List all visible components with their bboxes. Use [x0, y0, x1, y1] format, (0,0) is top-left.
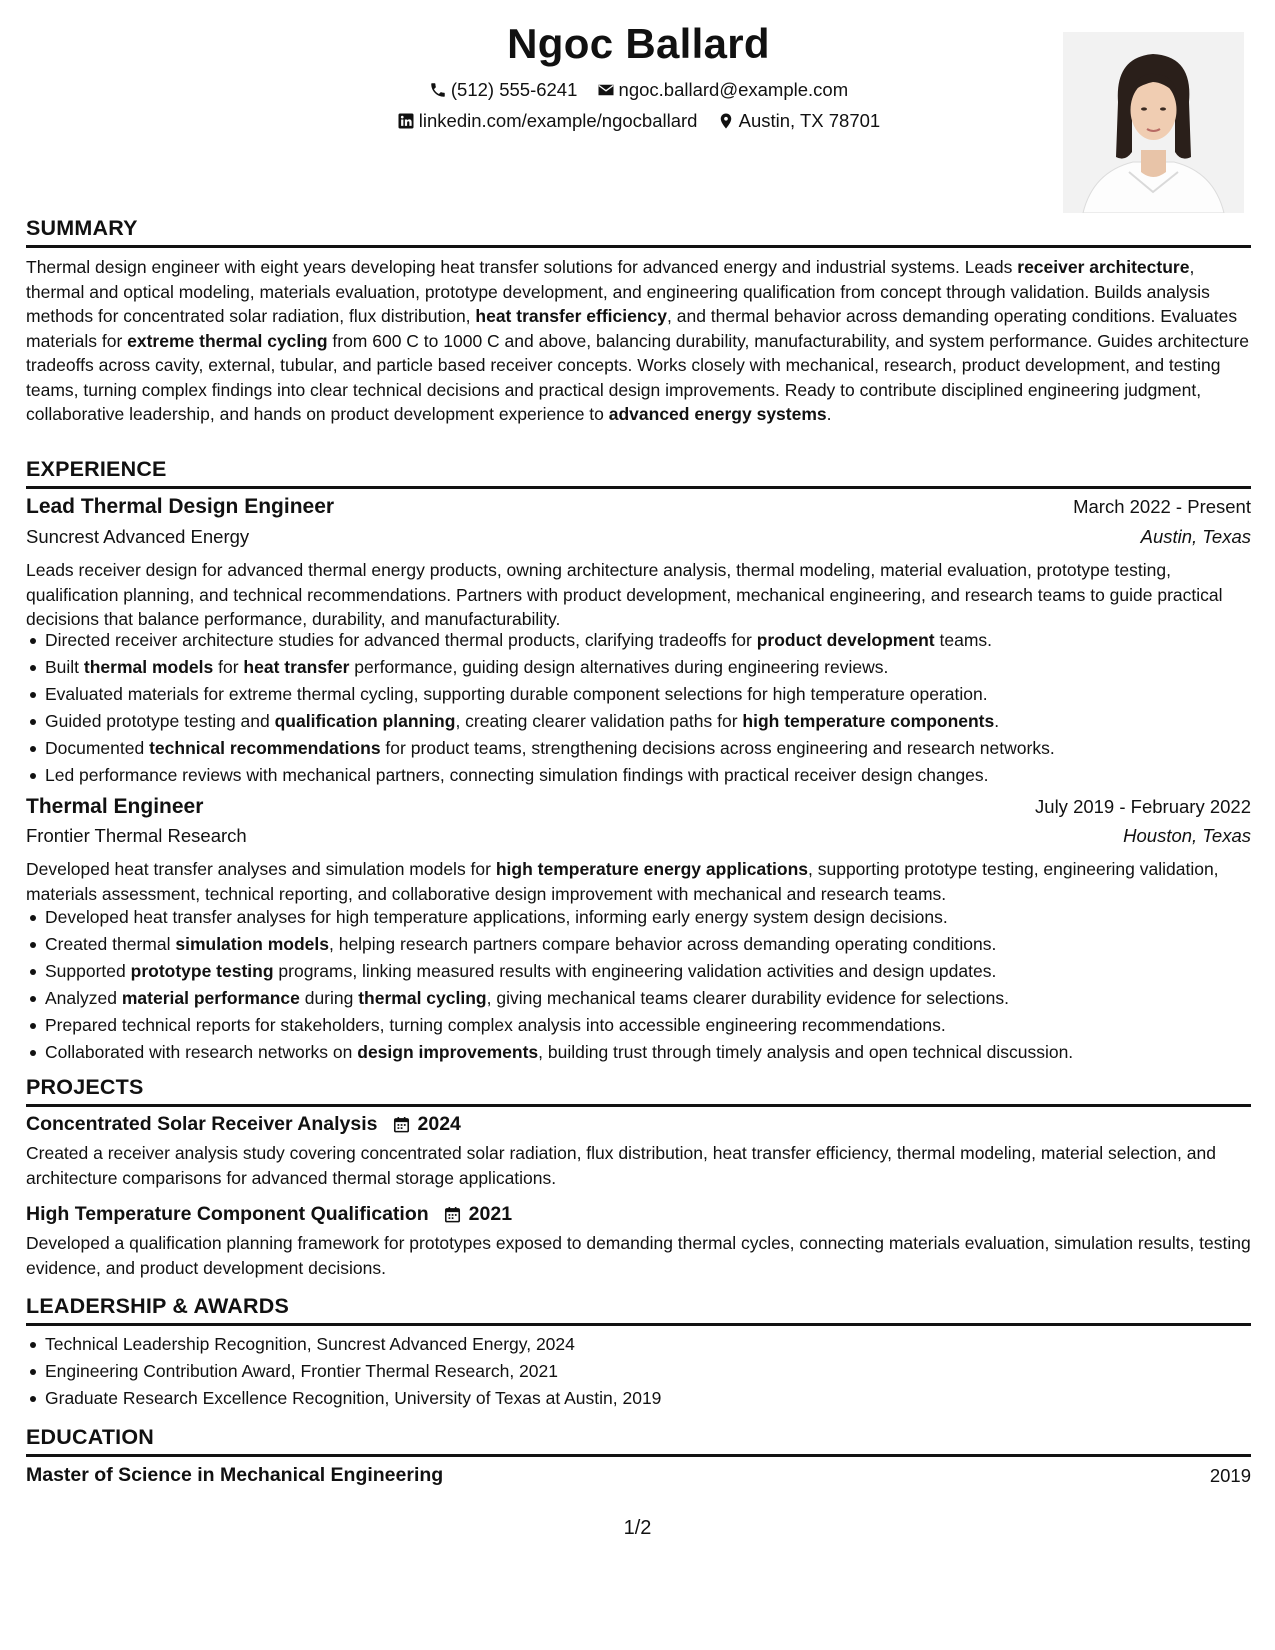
map-pin-icon — [717, 112, 735, 130]
envelope-icon — [597, 81, 615, 99]
project-description: Created a receiver analysis study covering concentrated solar radiation, flux distribution, heat transfer efficiency, thermal modeling, material selection, and architecture comparisons for advanced thermal storage applications. — [26, 1143, 1216, 1188]
bullet-item: Analyzed material performance during thermal cycling, giving mechanical teams clearer durability evidence for selections. — [26, 985, 1251, 1012]
bullet-item: Documented technical recommendations for product teams, strengthening decisions across engineering and research networks. — [26, 735, 1251, 762]
linkedin-text: linkedin.com/example/ngocballard — [418, 110, 698, 131]
resume-page — [26, 0, 1251, 1650]
phone-text: (512) 555-6241 — [450, 79, 578, 100]
location-contact — [717, 110, 881, 132]
summary-divider — [26, 245, 1251, 248]
education-degree: Master of Science in Mechanical Engineering — [26, 1464, 444, 1486]
education-year: 2019 — [1209, 1465, 1251, 1486]
calendar-icon — [392, 1115, 411, 1134]
phone-icon — [429, 81, 447, 99]
job-bullets — [26, 627, 1251, 789]
experience-heading: EXPERIENCE — [26, 457, 167, 481]
job-summary: Developed heat transfer analyses and simulation models for high temperature energy applications, supporting prototype testing, engineering validation, materials assessment, technical reporting, and collaborative design improvement with mechanical and research teams. — [26, 859, 1219, 904]
bullet-item: Created thermal simulation models, helping research partners compare behavior across demanding operating conditions. — [26, 931, 1251, 958]
job-title: Thermal Engineer — [26, 795, 204, 818]
leadership-divider — [26, 1323, 1251, 1326]
project-name: High Temperature Component Qualification — [26, 1203, 429, 1225]
education-divider — [26, 1454, 1251, 1457]
project-title — [26, 1113, 461, 1136]
project-year: 2021 — [468, 1203, 513, 1225]
project-title — [26, 1203, 512, 1226]
bullet-item: Guided prototype testing and qualification planning, creating clearer validation paths for high temperature components. — [26, 708, 1251, 735]
email-contact[interactable] — [597, 79, 849, 101]
education-heading: EDUCATION — [26, 1425, 155, 1449]
bullet-item: Evaluated materials for extreme thermal cycling, supporting durable component selections for high temperature operation. — [26, 681, 1251, 708]
bullet-item: Collaborated with research networks on design improvements, building trust through timely analysis and open technical discussion. — [26, 1039, 1251, 1066]
calendar-icon — [443, 1205, 462, 1224]
page-number: 1/2 — [623, 1517, 652, 1539]
email-text: ngoc.ballard@example.com — [618, 79, 849, 100]
bullet-item: Directed receiver architecture studies for advanced thermal products, clarifying tradeoffs for product development teams. — [26, 627, 1251, 654]
bullet-item: Supported prototype testing programs, linking measured results with engineering validation activities and design updates. — [26, 958, 1251, 985]
award-item: Engineering Contribution Award, Frontier Thermal Research, 2021 — [26, 1358, 1251, 1385]
projects-heading: PROJECTS — [26, 1075, 144, 1099]
location-text: Austin, TX 78701 — [738, 110, 881, 131]
award-item: Technical Leadership Recognition, Suncrest Advanced Energy, 2024 — [26, 1331, 1251, 1358]
award-item: Graduate Research Excellence Recognition, University of Texas at Austin, 2019 — [26, 1385, 1251, 1412]
phone-contact[interactable] — [429, 79, 578, 101]
project-name: Concentrated Solar Receiver Analysis — [26, 1113, 378, 1135]
job-dates: July 2019 - February 2022 — [1035, 796, 1251, 817]
linkedin-contact[interactable] — [397, 110, 698, 132]
job-summary: Leads receiver design for advanced thermal energy products, owning architecture analysis, thermal modeling, material evaluation, prototype testing, qualification planning, and technical recommendations. Partners with product development, mechanical engineering, and research teams to guide practical decisions that balance performance, durability, and manufacturability. — [26, 560, 1223, 629]
job-dates: March 2022 - Present — [1073, 496, 1251, 517]
bullet-item: Developed heat transfer analyses for high temperature applications, informing early energy system design decisions. — [26, 904, 1251, 931]
project-description: Developed a qualification planning framework for prototypes exposed to demanding thermal cycles, connecting materials evaluation, simulation results, testing evidence, and product development decisions. — [26, 1233, 1251, 1278]
job-location: Houston, Texas — [1123, 825, 1251, 846]
summary-heading: SUMMARY — [26, 216, 138, 240]
job-company: Suncrest Advanced Energy — [26, 526, 250, 547]
summary-text: Thermal design engineer with eight years developing heat transfer solutions for advanced energy and industrial systems. Leads receiver architecture, thermal and optical modeling, materials evaluation, prototype development, and engineering qualification from concept through validation. Builds analysis methods for concentrated solar radiation, flux distribution, heat transfer efficiency, and thermal behavior across demanding operating conditions. Evaluates materials for extreme thermal cycling from 600 C to 1000 C and above, balancing durability, manufacturability, and system performance. Guides architecture tradeoffs across cavity, external, tubular, and particle based receiver concepts. Works closely with mechanical, research, product development, and testing teams, turning complex findings into clear technical decisions and practical design improvements. Ready to contribute disciplined engineering judgment, collaborative leadership, and hands on product development experience to advanced energy systems. — [26, 257, 1250, 424]
bullet-item: Led performance reviews with mechanical partners, connecting simulation findings with practical receiver design changes. — [26, 762, 1251, 789]
profile-photo — [1063, 32, 1244, 213]
projects-divider — [26, 1104, 1251, 1107]
awards-list — [26, 1331, 1251, 1412]
project-year: 2024 — [417, 1113, 461, 1135]
linkedin-icon — [397, 112, 415, 130]
leadership-heading: LEADERSHIP & AWARDS — [26, 1294, 290, 1318]
bullet-item: Prepared technical reports for stakeholders, turning complex analysis into accessible engineering recommendations. — [26, 1012, 1251, 1039]
experience-divider — [26, 486, 1251, 489]
job-title: Lead Thermal Design Engineer — [26, 495, 335, 518]
job-company: Frontier Thermal Research — [26, 825, 247, 846]
candidate-name: Ngoc Ballard — [507, 20, 770, 67]
job-bullets — [26, 904, 1251, 1066]
job-location: Austin, Texas — [1140, 526, 1251, 547]
bullet-item: Built thermal models for heat transfer performance, guiding design alternatives during engineering reviews. — [26, 654, 1251, 681]
